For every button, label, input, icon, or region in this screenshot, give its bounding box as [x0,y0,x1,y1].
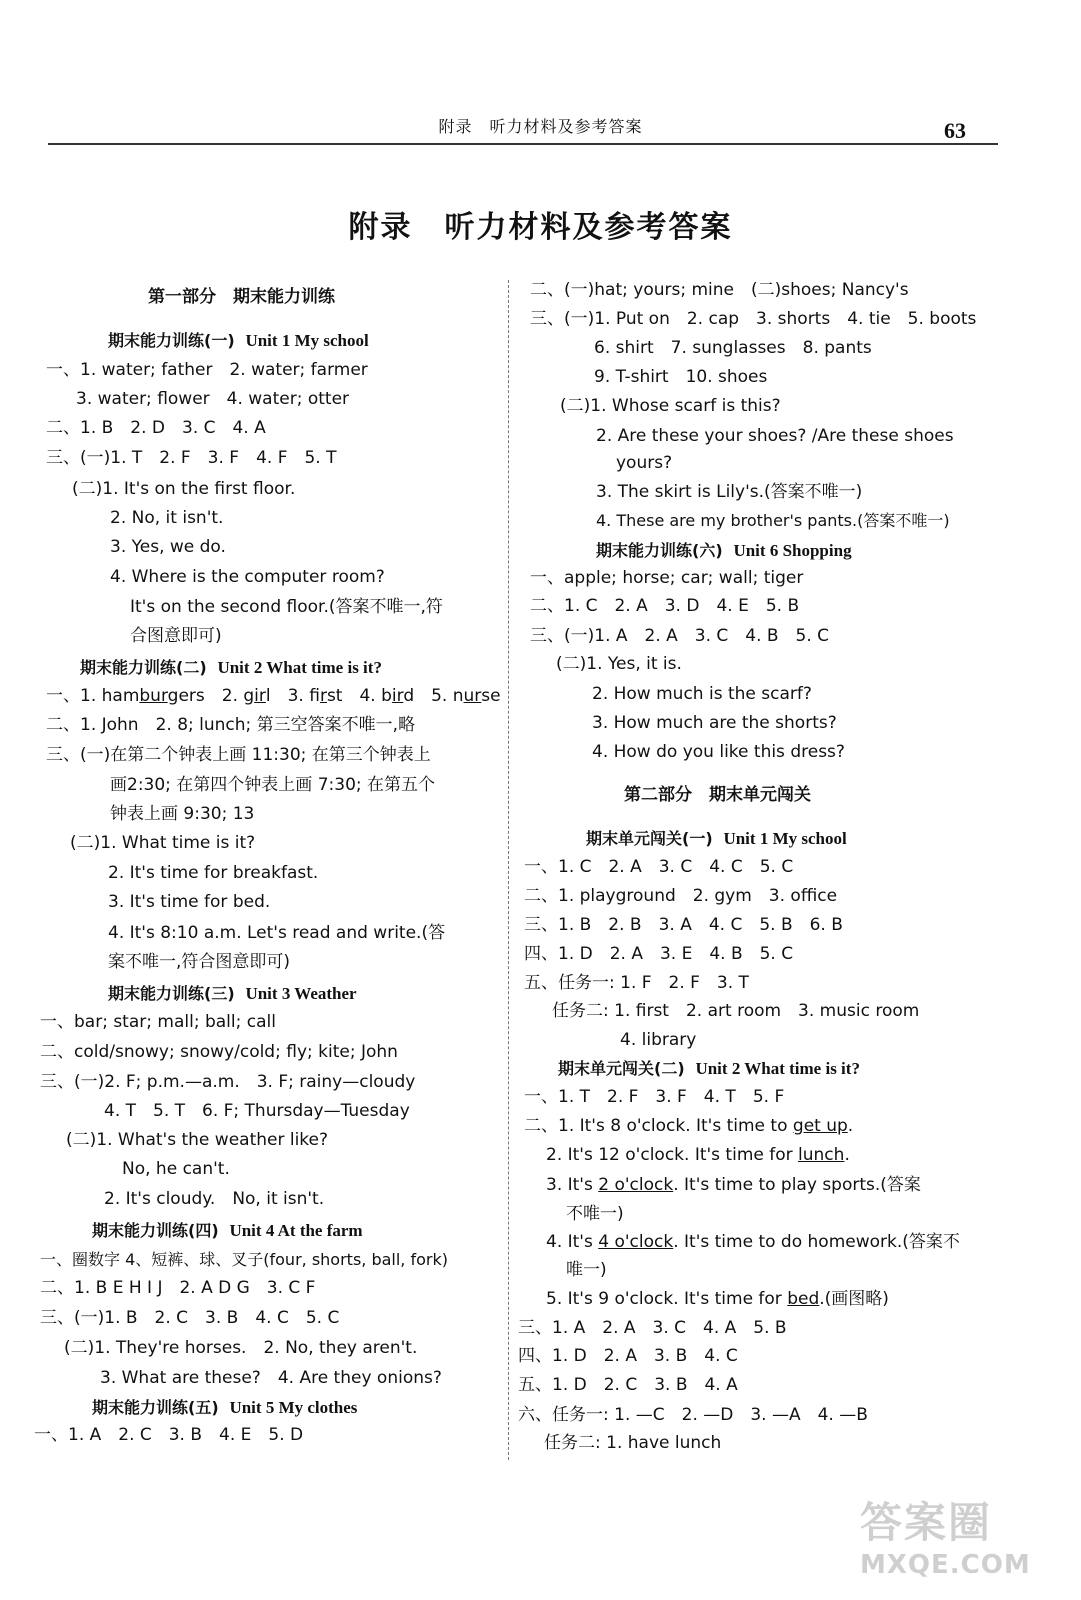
exercise-heading-cn: 期末单元闯关(二) [558,1059,685,1078]
answer-text: 3. It's [546,1175,599,1195]
answer-line: 3. It's time for bed. [108,892,271,912]
answer-line: 二、1. B 2. D 3. C 4. A [46,418,266,438]
exercise-heading-en: Unit 2 What time is it? [695,1059,860,1078]
answer-line: No, he can't. [122,1159,230,1179]
answer-line [524,1115,853,1137]
exercise-heading-cn: 期末单元闯关(一) [586,829,713,848]
underlined-answer: get up [792,1116,848,1136]
exercise-heading [80,657,382,679]
answer-text: 4. It's [546,1232,599,1252]
answer-line: 3. The skirt is Lily's.(答案不唯一) [596,482,863,502]
exercise-heading [92,1397,357,1419]
answer-line: 五、任务一: 1. F 2. F 3. T [524,973,749,993]
exercise-heading [558,1058,860,1080]
answer-line: (二)1. It's on the first floor. [72,479,296,499]
answer-line: 二、(一)hat; yours; mine (二)shoes; Nancy's [530,280,909,300]
answer-line: 任务二: 1. first 2. art room 3. music room [552,1001,920,1021]
answer-line: 四、1. D 2. A 3. E 4. B 5. C [524,944,794,964]
answer-line: 2. It's time for breakfast. [108,863,319,883]
answer-text: gers 2. g [167,686,255,706]
answer-line: 唯一) [566,1260,607,1280]
exercise-heading [596,540,852,562]
answer-line: 4. library [620,1030,697,1050]
running-header-title: 附录 听力材料及参考答案 [438,117,643,136]
answer-line: 三、(一)在第二个钟表上画 11:30; 在第三个钟表上 [46,745,431,765]
answer-line: 3. What are these? 4. Are they onions? [100,1368,442,1388]
answer-line: 三、(一)1. A 2. A 3. C 4. B 5. C [530,626,830,646]
answer-line: 4. It's 8:10 a.m. Let's read and write.(答 [108,923,446,943]
exercise-heading-cn: 期末能力训练(三) [108,984,235,1003]
underlined-answer: 2 o'clock [598,1175,674,1195]
answer-line: (二)1. What time is it? [70,833,256,853]
answer-text: se [481,686,501,706]
header-rule [48,143,998,145]
watermark-text: 答案圈 [860,1498,993,1547]
answer-line: 4. How do you like this dress? [592,742,845,762]
answer-line [546,1174,921,1196]
answer-line: 三、(一)1. B 2. C 3. B 4. C 5. C [40,1308,340,1328]
exercise-heading-en: Unit 5 My clothes [229,1398,358,1417]
answer-line: 6. shirt 7. sunglasses 8. pants [594,338,872,358]
answer-line: (二)1. What's the weather like? [66,1130,329,1150]
answer-line [46,685,501,707]
answer-text: . It's time to do homework.(答案不 [673,1232,960,1252]
answer-line: 4. T 5. T 6. F; Thursday—Tuesday [104,1101,410,1121]
answer-line: (二)1. They're horses. 2. No, they aren't. [64,1338,418,1358]
answer-line: (二)1. Whose scarf is this? [560,396,781,416]
answer-text: . [847,1116,854,1136]
page-number: 63 [944,118,966,143]
answer-line: 3. water; flower 4. water; otter [76,389,350,409]
answer-line: 一、bar; star; mall; ball; call [40,1012,276,1032]
answer-text: 一、1. ham [46,686,140,706]
exercise-heading [586,828,847,850]
exercise-heading [108,330,369,352]
exercise-heading-cn: 期末能力训练(二) [80,658,207,677]
answer-line: 合图意即可) [130,626,222,646]
answer-text: 5. It's 9 o'clock. It's time for [546,1289,788,1309]
exercise-heading-cn: 期末能力训练(五) [92,1398,219,1417]
answer-text: 二、1. It's 8 o'clock. It's time to [524,1116,793,1136]
exercise-heading-cn: 期末能力训练(一) [108,331,235,350]
answer-line: 五、1. D 2. C 3. B 4. A [518,1375,738,1395]
answer-line: 2. No, it isn't. [110,508,224,528]
exercise-heading-en: Unit 4 At the farm [229,1221,363,1240]
answer-line: 案不唯一,符合图意即可) [108,952,291,972]
answer-text: 2. It's 12 o'clock. It's time for [546,1145,799,1165]
section-heading: 第一部分 期末能力训练 [148,287,335,307]
answer-line: 3. Yes, we do. [110,537,226,557]
answer-line: 六、任务一: 1. —C 2. —D 3. —A 4. —B [518,1405,868,1425]
answer-line: 二、cold/snowy; snowy/cold; fly; kite; John [40,1042,398,1062]
answer-line: 画2:30; 在第四个钟表上画 7:30; 在第五个 [110,775,436,795]
answer-line: 2. Are these your shoes? /Are these shoes [596,426,954,446]
answer-line: 一、圈数字 4、短裤、球、叉子(four, shorts, ball, fork) [40,1250,448,1269]
answer-line: 一、1. T 2. F 3. F 4. T 5. F [524,1087,785,1107]
exercise-heading-cn: 期末能力训练(六) [596,541,723,560]
watermark-logo [860,1490,1065,1590]
answer-line: 三、(一)2. F; p.m.—a.m. 3. F; rainy—cloudy [40,1072,416,1092]
answer-line: 三、(一)1. T 2. F 3. F 4. F 5. T [46,448,337,468]
answer-line: 二、1. John 2. 8; lunch; 第三空答案不唯一,略 [46,715,416,735]
answer-text: . It's time to play sports.(答案 [673,1175,921,1195]
underlined-letters: ur [463,686,482,706]
answer-line: 三、1. B 2. B 3. A 4. C 5. B 6. B [524,915,843,935]
answer-line [546,1288,889,1310]
answer-line: 二、1. C 2. A 3. D 4. E 5. B [530,596,800,616]
answer-line: 四、1. D 2. A 3. B 4. C [518,1346,738,1366]
answer-line: 三、1. A 2. A 3. C 4. A 5. B [518,1318,787,1338]
exercise-heading [108,983,357,1005]
answer-text: . [844,1145,850,1165]
answer-line: 三、(一)1. Put on 2. cap 3. shorts 4. tie 5. boots [530,309,977,329]
answer-text: st 4. b [326,686,392,706]
exercise-heading-cn: 期末能力训练(四) [92,1221,219,1240]
answer-text: l 3. f [265,686,320,706]
underlined-letters: ir [254,686,266,706]
underlined-letters: ir [391,686,404,706]
underlined-answer: 4 o'clock [598,1232,674,1252]
answer-line: 9. T-shirt 10. shoes [594,367,768,387]
answer-line: 二、1. B E H I J 2. A D G 3. C F [40,1278,316,1298]
answer-line [546,1231,960,1253]
underlined-letters: bur [139,686,168,706]
answer-line: 一、apple; horse; car; wall; tiger [530,568,804,588]
answer-line: 任务二: 1. have lunch [544,1433,722,1453]
exercise-heading-en: Unit 3 Weather [245,984,357,1003]
answer-line: 一、1. A 2. C 3. B 4. E 5. D [34,1425,304,1445]
answer-text: .(画图略) [819,1289,889,1309]
answer-line: 一、1. water; father 2. water; farmer [46,360,368,380]
exercise-heading-en: Unit 1 My school [245,331,369,350]
answer-line: 不唯一) [566,1204,624,1224]
answer-line [546,1144,850,1166]
watermark-url: MXQE.COM [860,1550,1031,1580]
exercise-heading-en: Unit 1 My school [723,829,847,848]
answer-line: (二)1. Yes, it is. [556,654,682,674]
underlined-answer: bed [787,1289,820,1309]
underlined-letters: ir [319,686,327,706]
page-title: 附录 听力材料及参考答案 [348,210,733,245]
answer-line: 2. It's cloudy. No, it isn't. [104,1189,325,1209]
column-divider [508,280,509,1460]
answer-line: 一、1. C 2. A 3. C 4. C 5. C [524,857,794,877]
answer-line: yours? [616,453,673,473]
section-heading: 第二部分 期末单元闯关 [624,785,811,805]
exercise-heading [92,1220,363,1242]
answer-line: 二、1. playground 2. gym 3. office [524,886,838,906]
exercise-heading-en: Unit 6 Shopping [733,541,852,560]
exercise-heading-en: Unit 2 What time is it? [217,658,382,677]
answer-line: 钟表上画 9:30; 13 [110,804,255,824]
answer-text: d 5. n [403,686,464,706]
answer-line: It's on the second floor.(答案不唯一,符 [130,597,443,617]
underlined-answer: lunch [798,1145,845,1165]
answer-line: 3. How much are the shorts? [592,713,837,733]
answer-line: 4. Where is the computer room? [110,567,385,587]
answer-line: 4. These are my brother's pants.(答案不唯一) [596,511,950,530]
answer-line: 2. How much is the scarf? [592,684,812,704]
